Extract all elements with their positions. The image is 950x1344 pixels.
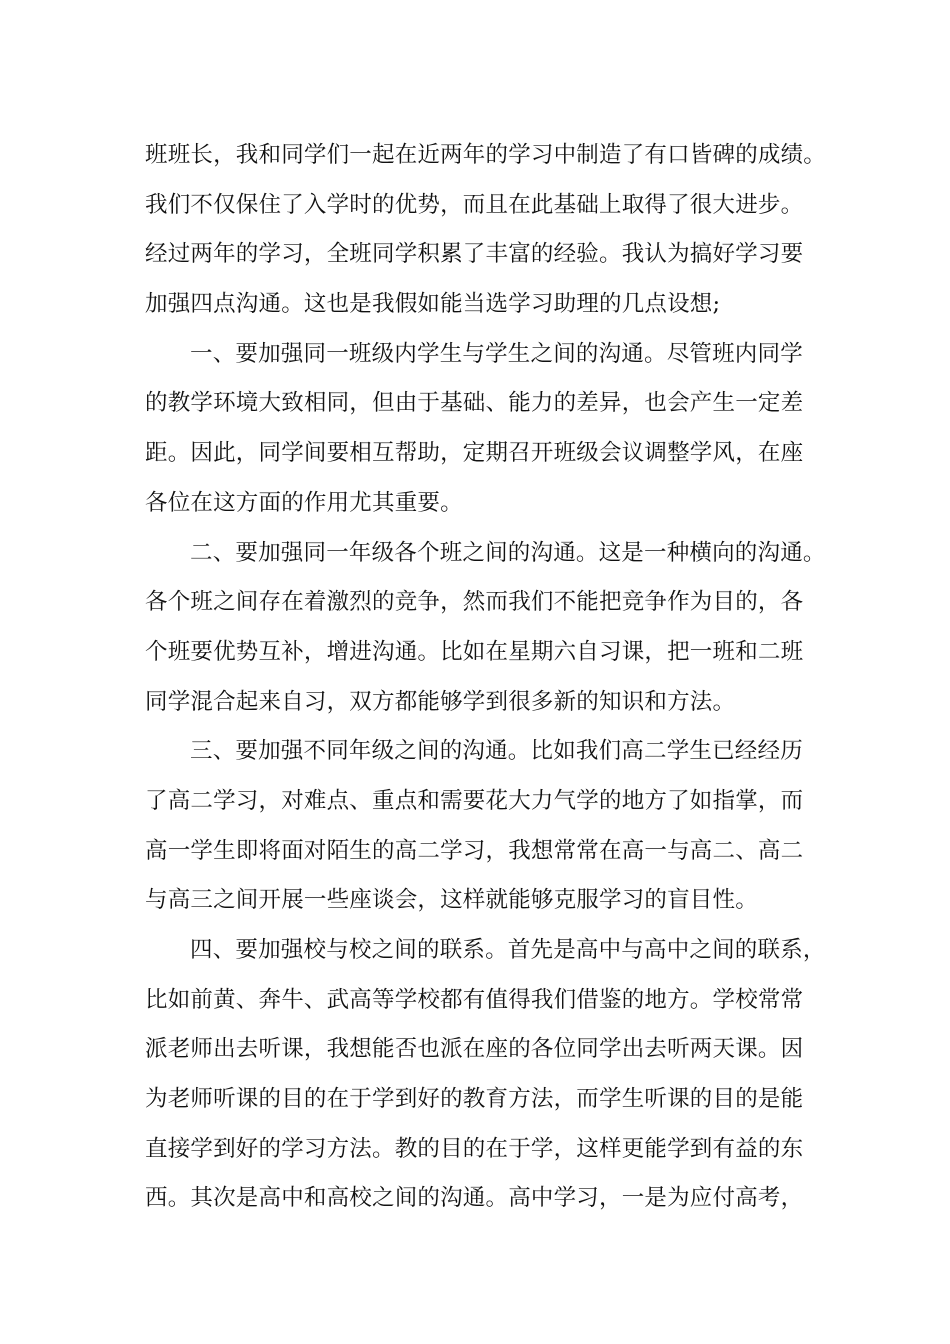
body-text	[145, 131, 845, 1224]
text-line: 高一学生即将面对陌生的高二学习，我想常常在高一与高二、高二	[145, 837, 804, 864]
text-line: 各个班之间存在着激烈的竞争，然而我们不能把竞争作为目的，各	[145, 589, 804, 616]
text-line: 直接学到好的学习方法。教的目的在于学，这样更能学到有益的东	[145, 1135, 804, 1162]
text-line: 四、要加强校与校之间的联系。首先是高中与高中之间的联系，	[190, 937, 826, 963]
text-line: 二、要加强同一年级各个班之间的沟通。这是一种横向的沟通。	[190, 539, 826, 566]
text-line: 个班要优势互补，增进沟通。比如在星期六自习课，把一班和二班	[145, 638, 804, 665]
text-line: 的教学环境大致相同，但由于基础、能力的差异，也会产生一定差	[145, 390, 804, 417]
text-line: 比如前黄、奔牛、武高等学校都有值得我们借鉴的地方。学校常常	[145, 986, 804, 1013]
text-line: 为老师听课的目的在于学到好的教育方法，而学生听课的目的是能	[145, 1086, 804, 1113]
text-line: 同学混合起来自习，双方都能够学到很多新的知识和方法。	[145, 688, 736, 715]
text-line: 一、要加强同一班级内学生与学生之间的沟通。尽管班内同学	[190, 340, 803, 367]
text-line: 西。其次是高中和高校之间的沟通。高中学习，一是为应付高考，	[145, 1185, 804, 1212]
text-line: 与高三之间开展一些座谈会，这样就能够克服学习的盲目性。	[145, 887, 758, 914]
text-line: 我们不仅保住了入学时的优势，而且在此基础上取得了很大进步。	[145, 191, 804, 218]
text-line: 三、要加强不同年级之间的沟通。比如我们高二学生已经经历	[190, 738, 803, 765]
text-line: 经过两年的学习，全班同学积累了丰富的经验。我认为搞好学习要	[145, 241, 804, 268]
text-line: 派老师出去听课，我想能否也派在座的各位同学出去听两天课。因	[145, 1036, 804, 1063]
text-line: 了高二学习，对难点、重点和需要花大力气学的地方了如指掌，而	[145, 787, 804, 814]
text-line: 加强四点沟通。这也是我假如能当选学习助理的几点设想;	[145, 291, 721, 318]
text-line: 班班长，我和同学们一起在近两年的学习中制造了有口皆碑的成绩。	[145, 142, 827, 168]
text-line: 各位在这方面的作用尤其重要。	[145, 489, 463, 516]
text-line: 距。因此，同学间要相互帮助，定期召开班级会议调整学风，在座	[145, 440, 804, 467]
